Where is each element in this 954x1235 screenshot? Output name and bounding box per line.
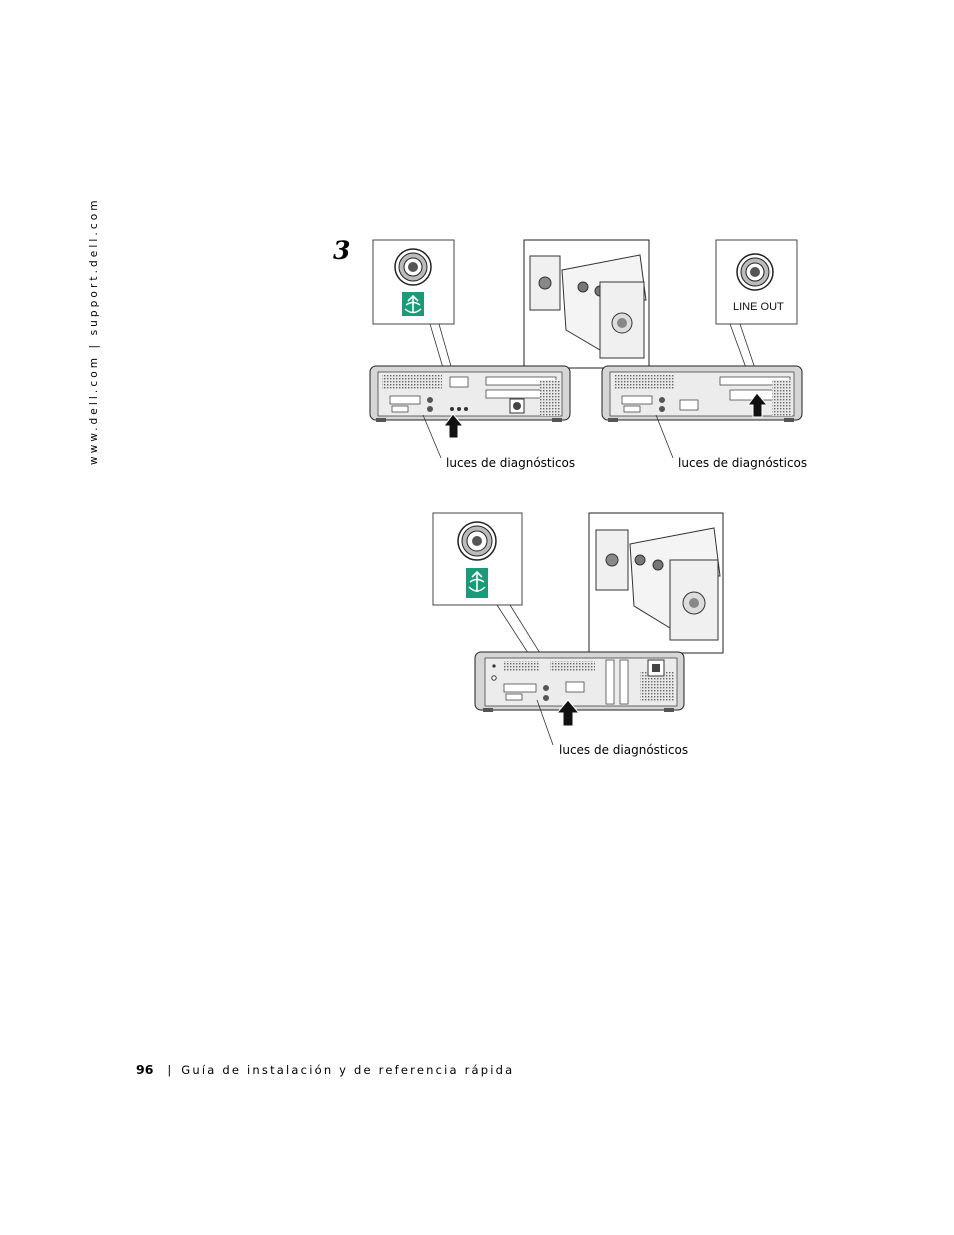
line-out-green-icon — [402, 292, 424, 316]
computer-back-right — [602, 366, 802, 422]
speakers-icon — [524, 240, 649, 368]
line-out-label: LINE OUT — [733, 301, 784, 313]
page-footer — [136, 1062, 514, 1077]
computer-back-left — [370, 366, 570, 422]
audio-jack-icon — [395, 249, 431, 285]
page-number: 96 — [136, 1062, 154, 1077]
sidebar-url-text: www.dell.com | support.dell.com — [88, 197, 100, 465]
jack-callout-left — [373, 240, 454, 324]
diagnostic-lights-label-left: luces de diagnósticos — [446, 456, 576, 470]
footer-title: Guía de instalación y de referencia rápida — [181, 1063, 515, 1077]
speakers-icon — [589, 513, 723, 653]
line-out-callout — [716, 240, 797, 324]
computer-back-bottom — [475, 652, 684, 712]
jack-callout-bottom — [433, 513, 522, 605]
diagnostic-lights-label-right: luces de diagnósticos — [678, 456, 808, 470]
step-number: 3 — [333, 236, 351, 265]
diagnostic-lights-label-bottom: luces de diagnósticos — [559, 743, 689, 757]
footer-separator: | — [167, 1063, 172, 1077]
